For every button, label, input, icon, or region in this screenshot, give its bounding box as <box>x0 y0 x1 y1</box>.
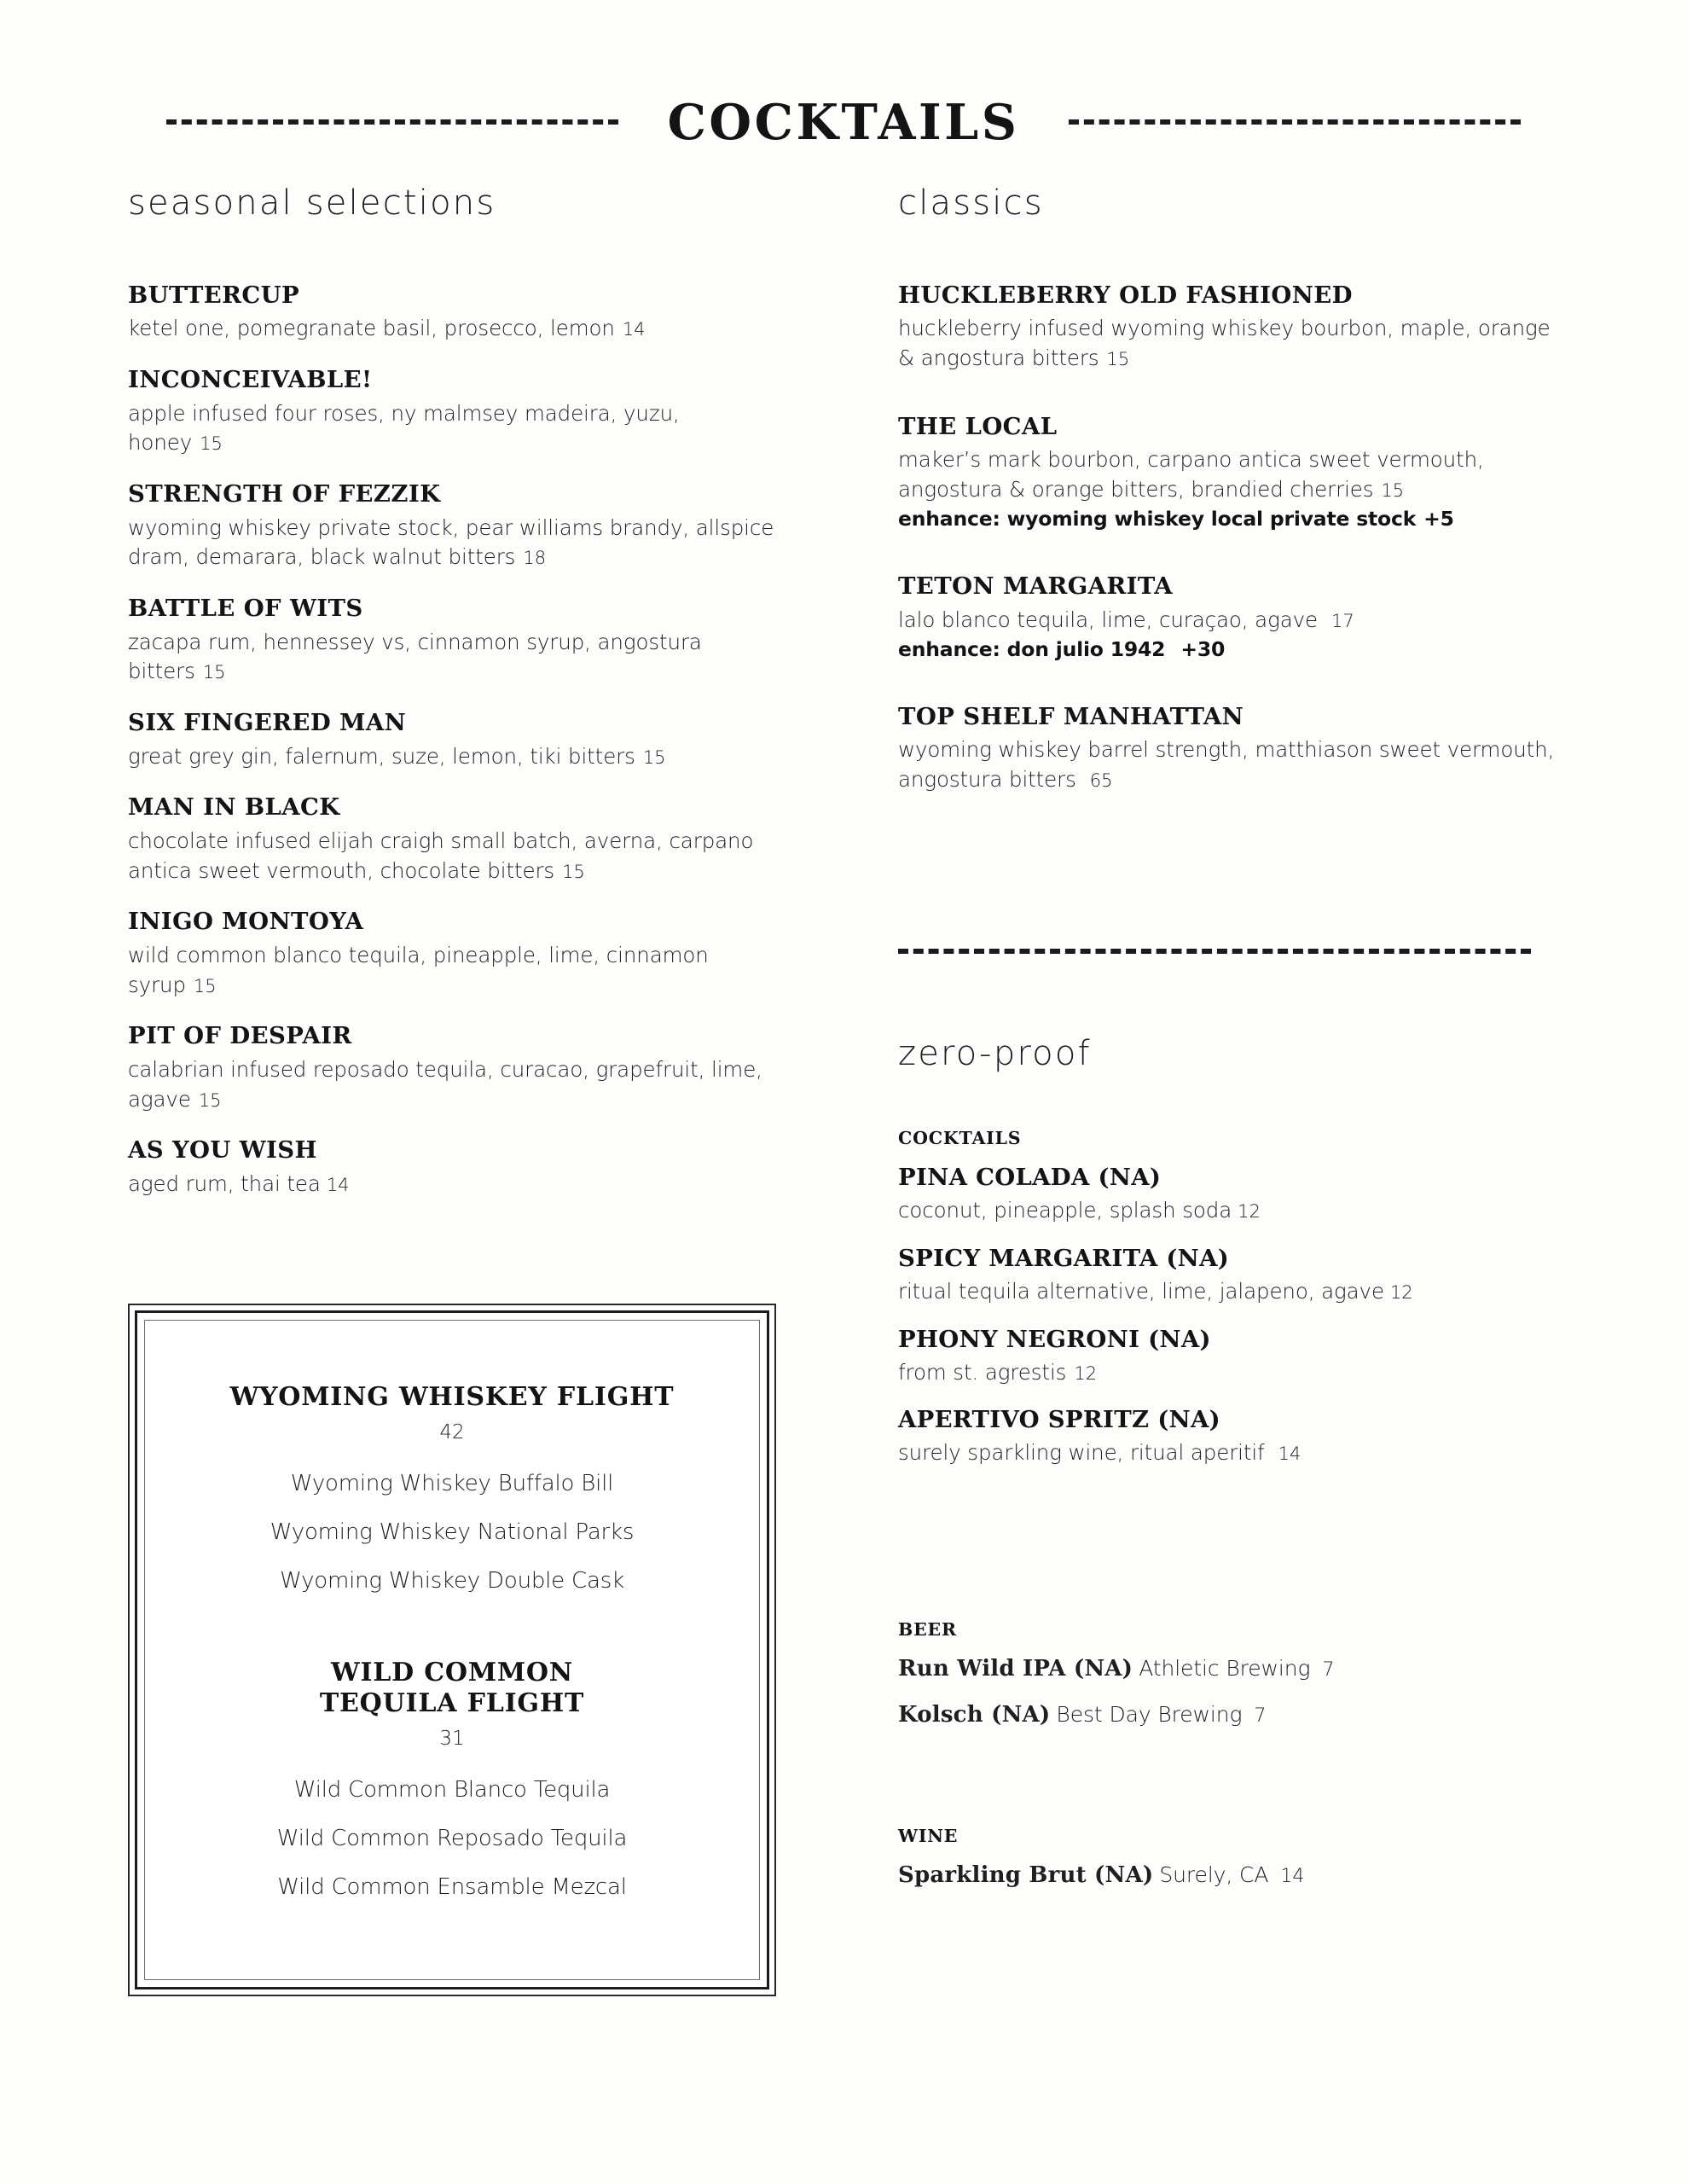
drink-ingredients: wyoming whiskey barrel strength, matthiason sweet vermouth, angostura bitters <box>898 737 1555 793</box>
drink-description <box>898 1438 1572 1468</box>
classics-column <box>898 183 1572 223</box>
drink-name: MAN IN BLACK <box>128 793 340 822</box>
drink-price: 15 <box>642 746 666 768</box>
zero-proof-column <box>898 1034 1572 1073</box>
seasonal-selections-heading: seasonal selections <box>128 183 496 223</box>
seasonal-drinks-list <box>128 282 776 1222</box>
drink-description <box>128 628 776 688</box>
drink-item <box>898 1406 1572 1468</box>
drink-description <box>898 735 1572 795</box>
drink-price: 12 <box>1074 1362 1098 1384</box>
drink-name: BUTTERCUP <box>128 282 300 309</box>
masthead <box>0 92 1687 152</box>
flight-list-item: Wild Common Reposado Tequila <box>276 1826 628 1851</box>
drink-ingredients: ritual tequila alternative, lime, jalapeno, agave <box>898 1278 1384 1304</box>
flight-box-inner-border <box>135 1310 769 1989</box>
drink-name: INIGO MONTOYA <box>128 908 364 936</box>
drink-ingredients: huckleberry infused wyoming whiskey bourbon, maple, orange & angostura bitters <box>898 316 1551 371</box>
drink-description <box>128 1055 776 1115</box>
wine-maker: Surely, CA <box>1159 1862 1269 1887</box>
beer-name: Run Wild IPA (NA) <box>898 1656 1133 1682</box>
enhance-label: enhance: wyoming whiskey local private stock <box>898 507 1417 531</box>
beer-name: Kolsch (NA) <box>898 1701 1051 1728</box>
drink-ingredients: chocolate infused elijah craigh small batch, averna, carpano antica sweet vermouth, chocolate bitters <box>128 828 754 883</box>
wine-label: WINE <box>898 1826 959 1846</box>
flight-divider-space <box>145 1618 759 1658</box>
drink-enhance-option <box>898 505 1572 533</box>
drink-ingredients: lalo blanco tequila, lime, curaçao, agave <box>898 607 1318 632</box>
drink-item <box>128 480 776 572</box>
wine-price: 14 <box>1280 1866 1305 1887</box>
drink-item <box>128 1136 776 1199</box>
wine-name: Sparkling Brut (NA) <box>898 1862 1154 1888</box>
drink-price: 15 <box>198 1089 222 1111</box>
drink-name: SPICY MARGARITA (NA) <box>898 1244 1230 1272</box>
flight-list-item: Wyoming Whiskey Buffalo Bill <box>290 1471 614 1496</box>
enhance-label: enhance: don julio 1942 <box>898 636 1166 661</box>
enhance-price: +5 <box>1423 507 1454 531</box>
tequila-flight-title-line2: TEQUILA FLIGHT <box>319 1688 585 1718</box>
drink-name: THE LOCAL <box>898 413 1058 440</box>
drink-price: 15 <box>1381 480 1405 502</box>
beer-maker: Athletic Brewing <box>1139 1656 1311 1681</box>
drink-description <box>128 1170 776 1199</box>
drink-ingredients: aged rum, thai tea <box>128 1170 321 1196</box>
drink-name: TOP SHELF MANHATTAN <box>898 702 1244 730</box>
drink-item <box>128 595 776 687</box>
flight-list-item: Wyoming Whiskey Double Cask <box>280 1568 624 1594</box>
flight-box-content <box>144 1320 760 1980</box>
masthead-rule-left <box>166 119 618 125</box>
drink-description <box>128 514 776 573</box>
drink-price: 15 <box>1106 349 1130 370</box>
drink-ingredients: great grey gin, falernum, suze, lemon, tiki bitters <box>128 743 635 769</box>
drink-ingredients: apple infused four roses, ny malmsey madeira, yuzu, honey <box>128 400 680 456</box>
zero-proof-wine <box>898 1826 1572 1908</box>
drink-ingredients: wild common blanco tequila, pineapple, lime, cinnamon syrup <box>128 942 709 997</box>
zero-proof-heading: zero-proof <box>898 1034 1092 1073</box>
masthead-rule-right <box>1069 119 1521 125</box>
drink-description <box>898 1196 1572 1226</box>
whiskey-flight-title: WYOMING WHISKEY FLIGHT <box>229 1382 675 1412</box>
whiskey-flight-price: 42 <box>439 1421 465 1443</box>
drink-item <box>898 1245 1572 1307</box>
drink-ingredients: wyoming whiskey private stock, pear williams brandy, allspice dram, demarara, black walnut bitters <box>128 514 774 570</box>
drink-description <box>898 1277 1572 1307</box>
drink-ingredients: coconut, pineapple, splash soda <box>898 1198 1232 1223</box>
drink-name: TETON MARGARITA <box>898 572 1174 601</box>
drink-name: STRENGTH OF FEZZIK <box>128 480 441 508</box>
drink-ingredients: calabrian infused reposado tequila, curacao, grapefruit, lime, agave <box>128 1056 762 1112</box>
zero-proof-cocktails <box>898 1128 1572 1487</box>
drink-ingredients: zacapa rum, hennessey vs, cinnamon syrup, angostura bitters <box>128 629 702 684</box>
zero-proof-beer <box>898 1619 1572 1747</box>
drink-price: 14 <box>326 1174 350 1195</box>
drink-name: PIT OF DESPAIR <box>128 1022 352 1050</box>
drink-description <box>898 314 1572 374</box>
wine-row <box>898 1862 1572 1891</box>
drink-item <box>128 908 776 1000</box>
drink-description <box>898 445 1572 505</box>
drink-item <box>898 1326 1572 1388</box>
drink-description <box>898 1358 1572 1388</box>
classics-heading: classics <box>898 183 1044 223</box>
drink-name: PHONY NEGRONI (NA) <box>898 1325 1211 1353</box>
drink-item <box>898 282 1572 374</box>
drink-enhance-option <box>898 636 1572 664</box>
tequila-flight-title-line1: WILD COMMON <box>330 1658 574 1687</box>
zero-proof-divider <box>898 949 1531 954</box>
beer-row <box>898 1655 1572 1684</box>
flight-list-item: Wild Common Ensamble Mezcal <box>277 1874 627 1900</box>
drink-item <box>128 709 776 771</box>
beer-label: BEER <box>898 1619 957 1640</box>
drink-item <box>898 703 1572 795</box>
drink-price: 15 <box>200 433 223 455</box>
page-title: COCKTAILS <box>667 93 1020 151</box>
drink-ingredients: surely sparkling wine, ritual aperitif <box>898 1440 1265 1466</box>
drink-name: HUCKLEBERRY OLD FASHIONED <box>898 282 1353 309</box>
drink-item <box>898 413 1572 533</box>
drink-ingredients: from st. agrestis <box>898 1359 1067 1385</box>
drink-price: 14 <box>622 319 646 340</box>
drink-price: 12 <box>1238 1201 1261 1222</box>
drink-name: AS YOU WISH <box>128 1136 317 1165</box>
drink-name: BATTLE OF WITS <box>128 595 363 623</box>
tequila-flight-price: 31 <box>439 1728 465 1750</box>
drink-ingredients: ketel one, pomegranate basil, prosecco, lemon <box>128 316 615 341</box>
drink-item <box>128 282 776 344</box>
drink-price: 15 <box>562 861 585 882</box>
beer-price: 7 <box>1322 1659 1335 1681</box>
drink-description <box>128 314 776 344</box>
flight-list-item: Wild Common Blanco Tequila <box>293 1777 611 1803</box>
drink-price: 12 <box>1389 1281 1413 1303</box>
drink-item <box>128 1022 776 1114</box>
seasonal-selections-column <box>128 183 776 223</box>
beer-price: 7 <box>1254 1705 1267 1727</box>
drink-price: 15 <box>202 662 226 683</box>
drink-name: INCONCEIVABLE! <box>128 366 373 394</box>
drink-price: 18 <box>523 548 547 569</box>
beer-row <box>898 1701 1572 1730</box>
drink-price: 14 <box>1278 1443 1301 1465</box>
drink-item <box>898 1164 1572 1226</box>
drink-ingredients: maker’s mark bourbon, carpano antica sweet vermouth, angostura & orange bitters, brandied cherries <box>898 447 1484 502</box>
enhance-price: +30 <box>1180 636 1226 661</box>
flight-list-item: Wyoming Whiskey National Parks <box>270 1519 635 1545</box>
zero-proof-cocktails-label: COCKTAILS <box>898 1128 1022 1148</box>
drink-item <box>128 366 776 458</box>
drink-description <box>128 399 776 459</box>
drink-description <box>898 606 1572 636</box>
drink-item <box>128 793 776 886</box>
drink-name: SIX FINGERED MAN <box>128 709 407 737</box>
drink-price: 15 <box>193 975 217 996</box>
drink-price: 65 <box>1089 770 1113 792</box>
drink-price: 17 <box>1330 610 1354 631</box>
drink-description <box>128 941 776 1001</box>
drink-description <box>128 742 776 772</box>
drink-item <box>898 572 1572 664</box>
flight-box <box>128 1304 776 1996</box>
drink-name: PINA COLADA (NA) <box>898 1164 1162 1191</box>
beer-maker: Best Day Brewing <box>1056 1701 1243 1727</box>
classics-drinks-list <box>898 282 1572 834</box>
drink-description <box>128 827 776 886</box>
drink-name: APERTIVO SPRITZ (NA) <box>898 1406 1220 1434</box>
